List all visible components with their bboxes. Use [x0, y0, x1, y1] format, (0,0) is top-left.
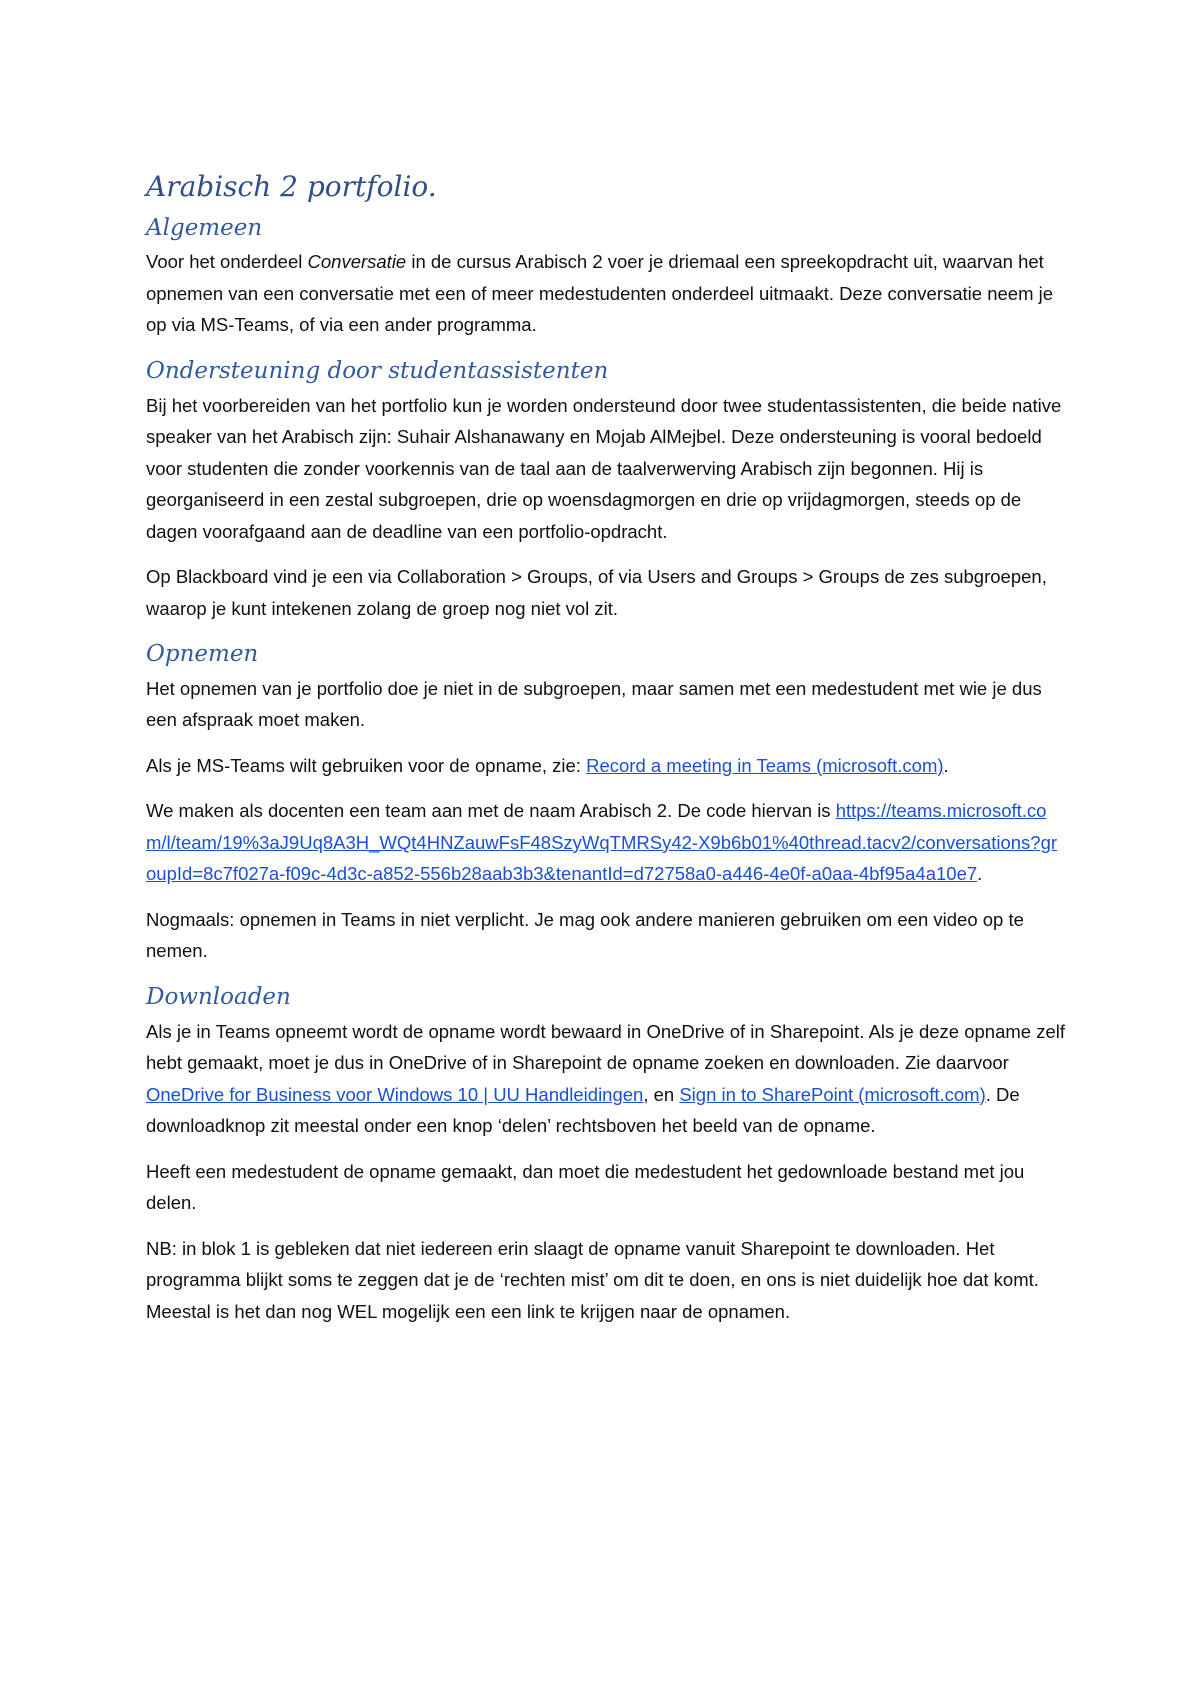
text-segment: We maken als docenten een team aan met de naam Arabisch 2. De code hiervan is: [146, 800, 836, 822]
text-segment: in de cursus Arabisch 2 voer je driemaal een spreekopdracht uit, waarvan het opnemen van een conversatie met een of meer medestudenten onderdeel uitmaakt. Deze conversatie neem je op via MS-Teams, of via een ander programma.: [146, 251, 1054, 336]
link-record-meeting-teams[interactable]: Record a meeting in Teams (microsoft.com): [586, 754, 944, 776]
document-title: Arabisch 2 portfolio.: [146, 170, 437, 203]
paragraph-opnemen-1: Het opnemen van je portfolio doe je niet in de subgroepen, maar samen met een medestudent met wie je dus een afspraak moet maken.: [146, 677, 1042, 731]
paragraph-algemeen: [146, 246, 1066, 341]
text-segment: , en: [643, 1083, 680, 1105]
paragraph-opnemen-4: Nogmaals: opnemen in Teams in niet verplicht. Je mag ook andere manieren gebruiken om een video op te nemen.: [146, 908, 1024, 962]
emphasis-conversatie: Conversatie: [307, 251, 407, 273]
heading-algemeen: Algemeen: [146, 214, 263, 241]
paragraph-downloaden-3: NB: in blok 1 is gebleken dat niet iedereen erin slaagt de opname vanuit Sharepoint te downloaden. Het programma blijkt soms te zeggen dat je de ‘rechten mist’ om dit te doen, en ons is niet duidelijk hoe dat komt. Meestal is het dan nog WEL mogelijk een een link te krijgen naar de opnamen.: [146, 1237, 1039, 1322]
document-page: [146, 170, 1066, 1341]
paragraph-opnemen-3: [146, 795, 1066, 890]
paragraph-downloaden-2: Heeft een medestudent de opname gemaakt, dan moet die medestudent het gedownloade bestand met jou delen.: [146, 1160, 1025, 1214]
text-segment: Als je in Teams opneemt wordt de opname wordt bewaard in OneDrive of in Sharepoint. Als je deze opname zelf hebt gemaakt, moet je dus in OneDrive of in Sharepoint de opname zoeken en downloaden. Zie daarvoor: [146, 1020, 1066, 1074]
heading-downloaden: Downloaden: [146, 983, 291, 1010]
paragraph-ondersteuning-2: Op Blackboard vind je een via Collaboration > Groups, of via Users and Groups > Groups de zes subgroepen, waarop je kunt intekenen zolang de groep nog niet vol zit.: [146, 566, 1047, 619]
text-segment: Als je MS-Teams wilt gebruiken voor de opname, zie:: [146, 754, 587, 776]
text-segment: .: [943, 754, 949, 776]
paragraph-downloaden-1: [146, 1016, 1066, 1142]
text-segment: Voor het onderdeel: [146, 251, 308, 273]
text-segment: . De downloadknop zit meestal onder een knop ‘delen’ rechtsboven het beeld van de opname.: [146, 1083, 1020, 1137]
link-sign-in-sharepoint[interactable]: Sign in to SharePoint (microsoft.com): [679, 1083, 986, 1105]
paragraph-opnemen-2: [146, 750, 1066, 782]
heading-ondersteuning: Ondersteuning door studentassistenten: [146, 357, 609, 384]
link-teams-team-url[interactable]: https://teams.microsoft.com/l/team/19%3aJ9Uq8A3H_WQt4HNZauwFsF48SzyWqTMRSy42-X9b6b01%40thread.tacv2/conversations?groupId=8c7f027a-f09c-4d3c-a852-556b28aab3b3&tenantId=d72758a0-a446-4e0f-a0aa-4bf95a4a10e7: [146, 800, 1058, 885]
text-segment: .: [977, 863, 983, 885]
link-onedrive-handleiding[interactable]: OneDrive for Business voor Windows 10 | UU Handleidingen: [146, 1083, 644, 1105]
heading-opnemen: Opnemen: [146, 641, 259, 668]
paragraph-ondersteuning-1: Bij het voorbereiden van het portfolio kun je worden ondersteund door twee studentassistenten, die beide native speaker van het Arabisch zijn: Suhair Alshanawany en Mojab AlMejbel. Deze ondersteuning is vooral bedoeld voor studenten die zonder voorkennis van de taal aan de taalverwerving Arabisch zijn begonnen. Hij is georganiseerd in een zestal subgroepen, drie op woensdagmorgen en drie op vrijdagmorgen, steeds op de dagen voorafgaand aan de deadline van een portfolio-opdracht.: [146, 394, 1062, 542]
